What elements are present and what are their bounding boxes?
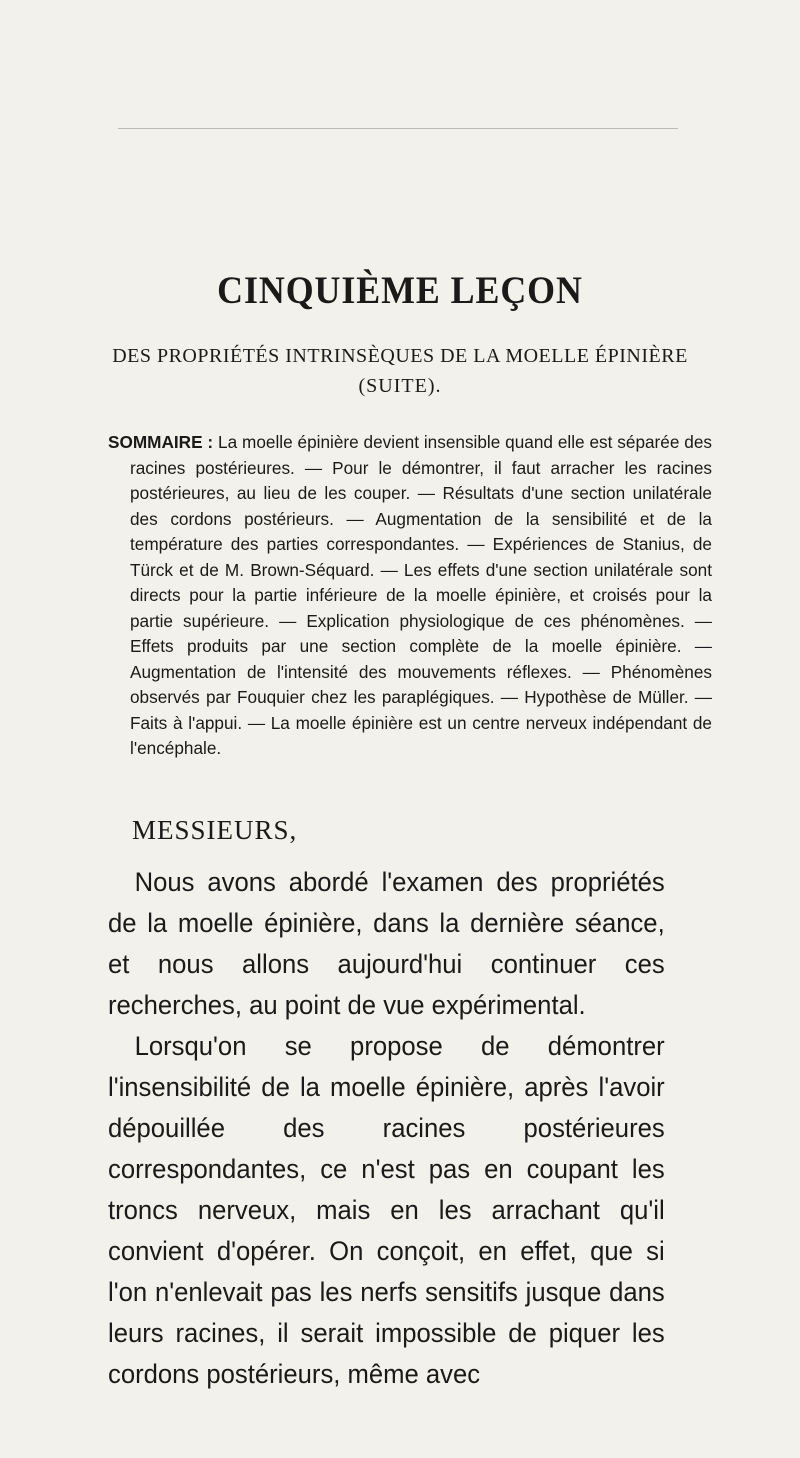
- paragraph-1: Nous avons abordé l'examen des propriétés de la moelle épinière, dans la dernière séance, et nous allons aujourd'hui continuer ces recherches, au point de vue expérimental.: [108, 867, 665, 1020]
- top-rule: [118, 128, 678, 129]
- chapter-subtitle: DES PROPRIÉTÉS INTRINSÈQUES DE LA MOELLE ÉPINIÈRE: [112, 345, 688, 367]
- chapter-continuation: (SUITE).: [358, 375, 442, 397]
- summary-text: La moelle épinière devient insensible quand elle est séparée des racines postérieures. — Pour le démontrer, il faut arracher les racines postérieures, au lieu de les couper. — Résultats d'une section unilatérale des cordons postérieurs. — Augmentation de la sensibilité et de la température des parties correspondantes. — Expériences de Stanius, de Türck et de M. Brown-Séquard. — Les effets d'une section unilatérale sont directs pour la partie inférieure de la moelle épinière, et croisés pour la partie supérieure. — Explication physiologique de ces phénomènes. — Effets produits par une section complète de la moelle épinière. — Augmentation de l'intensité des mouvements réflexes. — Phénomènes observés par Fouquier chez les paraplégiques. — Hypothèse de Müller. — Faits à l'appui. — La moelle épinière est un centre nerveux indépendant de l'encéphale.: [130, 432, 712, 758]
- salutation: MESSIEURS,: [132, 815, 298, 845]
- summary-block: [108, 430, 712, 762]
- summary-label: SOMMAIRE :: [108, 432, 219, 452]
- paragraph-2: Lorsqu'on se propose de démontrer l'insensibilité de la moelle épinière, après l'avoir dépouillée des racines postérieures correspondantes, ce n'est pas en coupant les troncs nerveux, mais en les arrachant qu'il convient d'opérer. On conçoit, en effet, que si l'on n'enlevait pas les nerfs sensitifs jusque dans leurs racines, il serait impossible de piquer les cordons postérieurs, même avec: [108, 1031, 665, 1389]
- chapter-title: CINQUIÈME LEÇON: [217, 269, 583, 312]
- body-text: [108, 862, 665, 1395]
